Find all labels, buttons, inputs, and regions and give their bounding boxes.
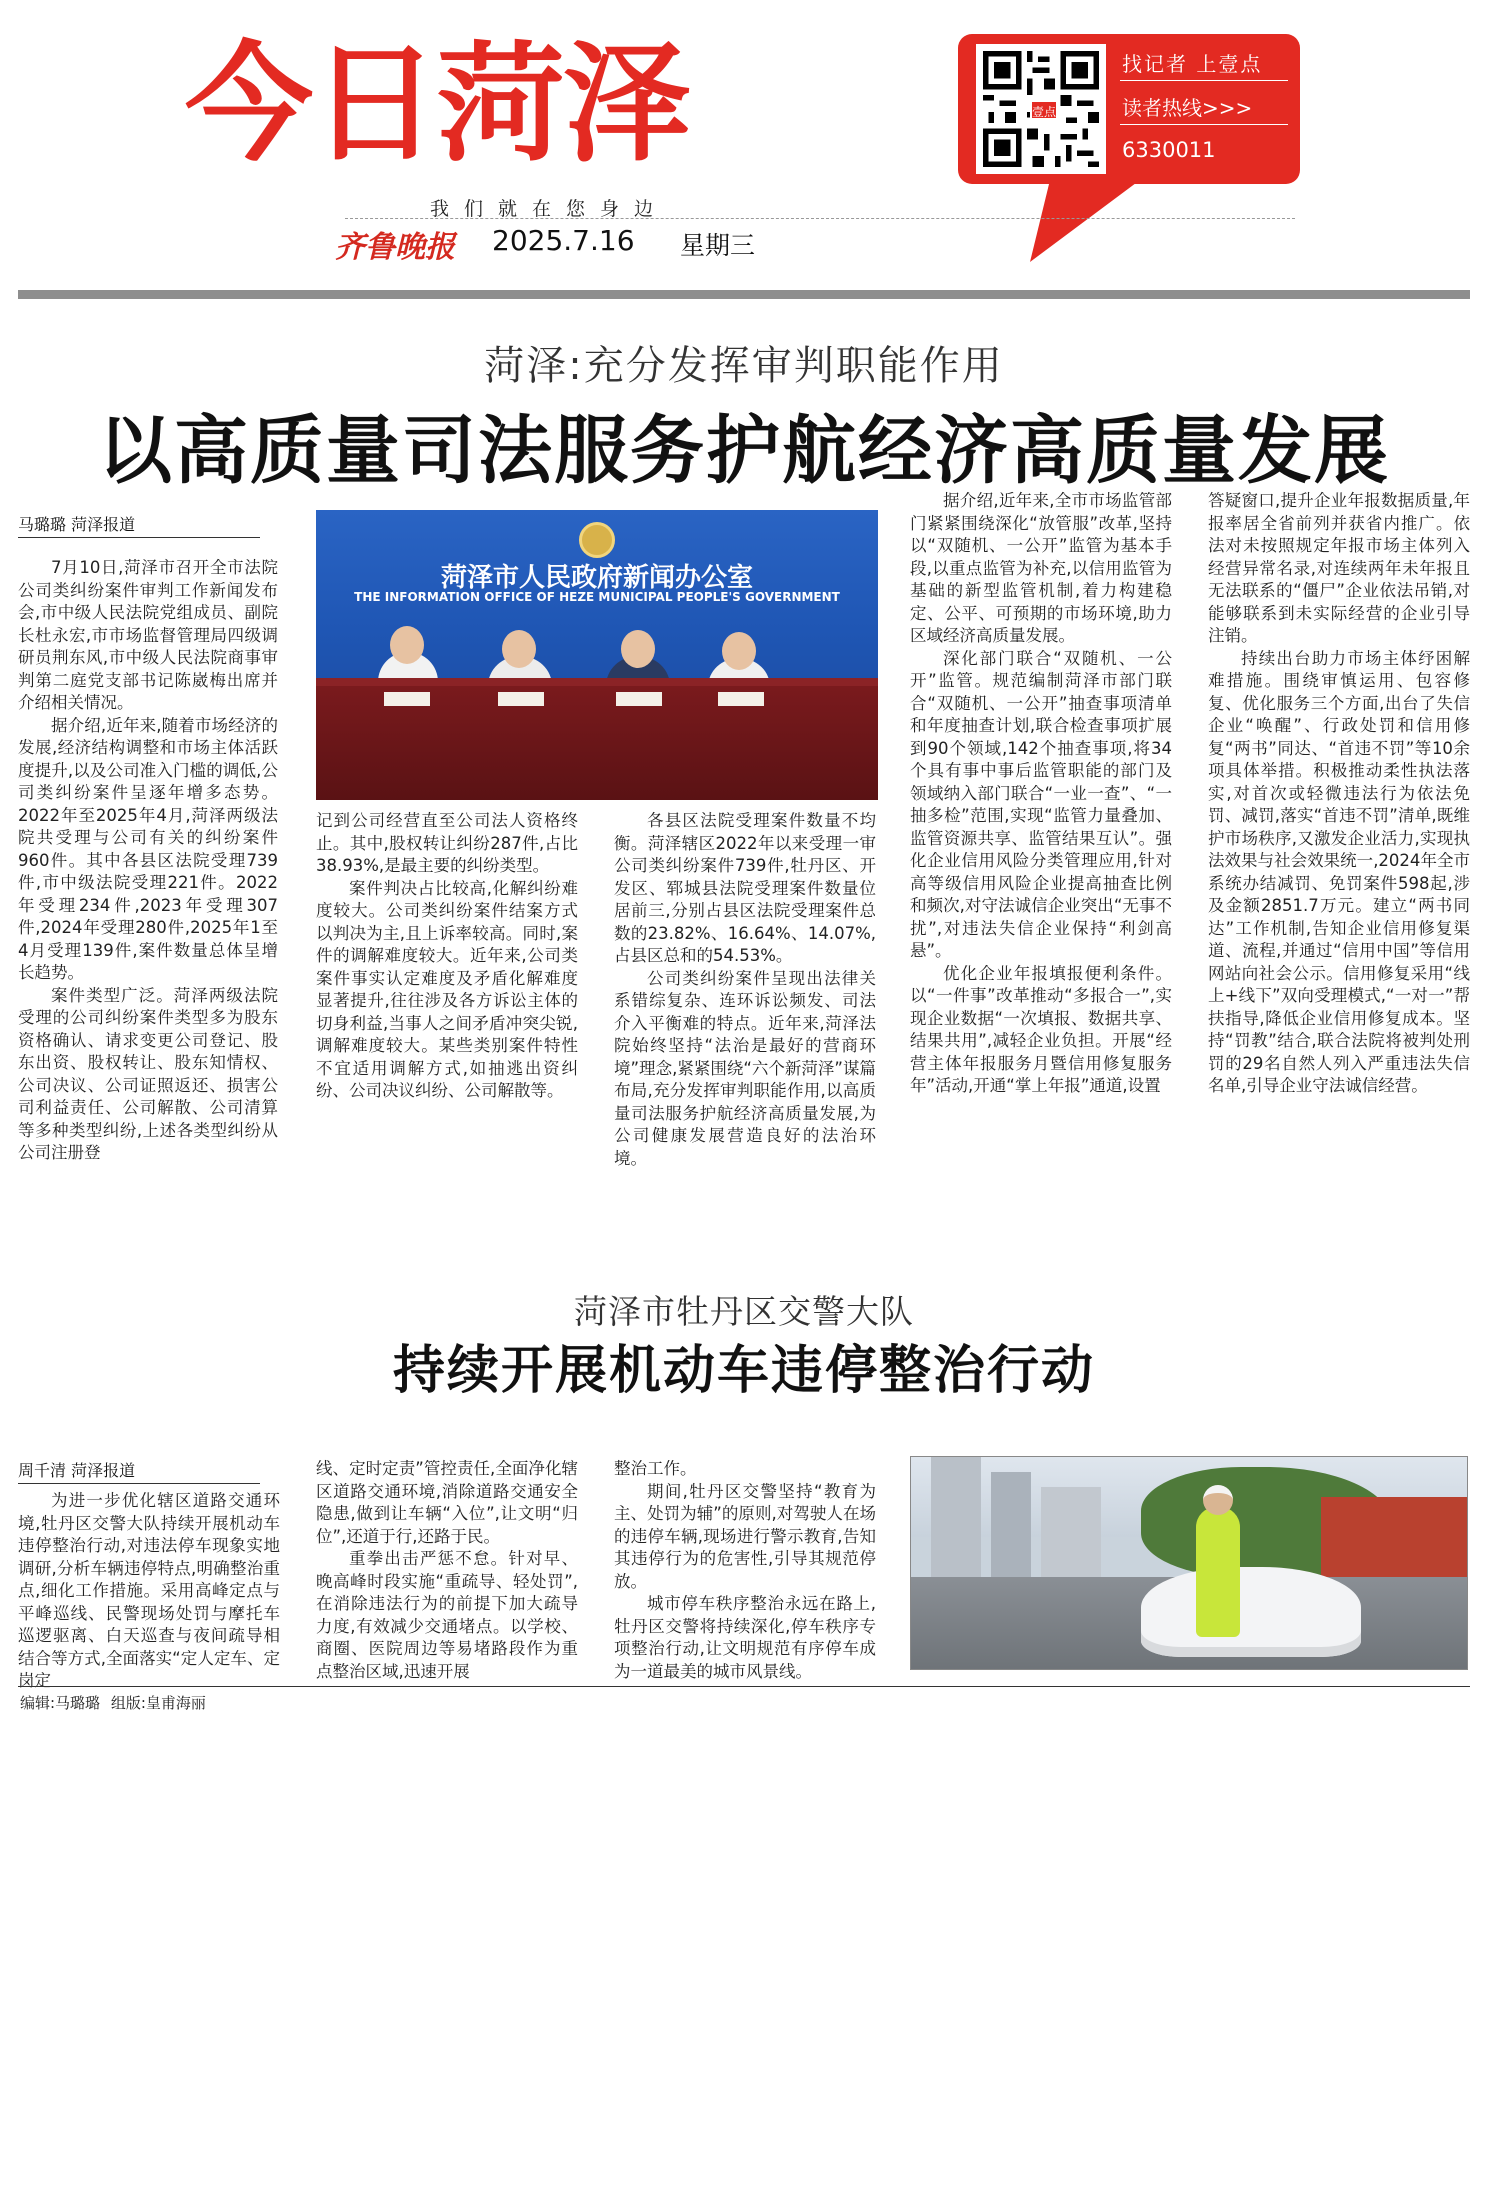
masthead-slogan: 我们就在您身边 — [430, 198, 669, 220]
paragraph: 据介绍,近年来,随着市场经济的发展,经济结构调整和市场主体活跃度提升,以及公司准入门槛的调低,公司类纠纷案件呈逐年增多态势。2022年至2025年4月,菏泽两级法院共受理与公司有关的纠纷案件960件。其中各县区法院受理739件,市中级法院受理221件。2022年受理234件,2023年受理307件,2024年受理280件,2025年1至4月受理139件,案件数量总体呈增长趋势。 — [18, 715, 278, 982]
paragraph: 优化企业年报填报便利条件。以“一件事”改革推动“多报合一”,实现企业数据“一次填报、数据共享、结果共用”,减轻企业负担。开展“经营主体年报服务月暨信用修复服务年”活动,开通“掌上年报”通道,设置 — [910, 963, 1172, 1095]
hotline-label: 读者热线>>> — [1122, 96, 1253, 120]
nameplate — [384, 692, 430, 706]
emblem-icon — [579, 522, 615, 558]
paragraph: 公司类纠纷案件呈现出法律关系错综复杂、连环诉讼频发、司法介入平衡难的特点。近年来,菏泽法院始终坚持“法治是最好的营商环境”理念,紧紧围绕“六个新菏泽”谋篇布局,充分发挥审判职能作用,以高质量司法服务护航经济高质量发展,为公司健康发展营造良好的法治环境。 — [614, 968, 876, 1168]
article1-column-1 — [18, 557, 278, 1165]
article1-column-3 — [614, 810, 876, 1170]
speaker-head — [722, 632, 756, 670]
article1-column-4 — [910, 490, 1172, 1098]
hotline-divider — [1120, 124, 1288, 125]
nameplate — [498, 692, 544, 706]
paragraph: 深化部门联合“双随机、一公开”监管。规范编制菏泽市部门联合“双随机、一公开”抽查事项清单和年度抽查计划,联合检查事项扩展到90个领域,142个抽查事项,将34个具有事中事后监管职能的部门及领域纳入部门联合“一业一查”、“一抽多检”范围,实现“监管力量叠加、监管资源共享、监管结果互认”。强化企业信用风险分类管理应用,针对高等级信用风险企业提高抽查比例和频次,对守法诚信企业突出“无事不扰”,对违法失信企业保持“利剑高悬”。 — [910, 648, 1172, 960]
press-conference-photo — [316, 510, 878, 800]
article2-column-1 — [18, 1490, 280, 1693]
hotline-divider — [1120, 80, 1288, 81]
issue-date: 2025.7.16 — [492, 224, 635, 257]
article1-subtitle: 菏泽:充分发挥审判职能作用 — [484, 343, 1004, 389]
paragraph: 案件判决占比较高,化解纠纷难度较大。公司类纠纷案件结案方式以判决为主,且上诉率较高。同时,案件的调解难度较大。近年来,公司类案件事实认定难度及矛盾化解难度显著提升,往往涉及各方诉讼主体的切身利益,当事人之间矛盾冲突尖锐,调解难度较大。某些类别案件特性不宜适用调解方式,如抽逃出资纠纷、公司决议纠纷、公司解散等。 — [316, 878, 578, 1100]
article2-subtitle: 菏泽市牡丹区交警大队 — [574, 1292, 914, 1331]
article2-column-2 — [316, 1458, 578, 1683]
masthead-bar — [18, 290, 1470, 299]
paragraph: 期间,牡丹区交警坚持“教育为主、处罚为辅”的原则,对驾驶人在场的违停车辆,现场进行警示教育,告知其违停行为的危害性,引导其规范停放。 — [614, 1481, 876, 1591]
paragraph: 据介绍,近年来,全市市场监管部门紧紧围绕深化“放管服”改革,坚持以“双随机、一公开”监管为基本手段,以重点监管为补充,以信用监管为基础的新型监管机制,着力构建稳定、公平、可预期的市场环境,助力区域经济高质量发展。 — [910, 491, 1172, 645]
traffic-police-photo — [910, 1456, 1468, 1670]
speaker-head — [502, 630, 536, 668]
paragraph: 答疑窗口,提升企业年报数据质量,年报率居全省前列并获省内推广。依法对未按照规定年报市场主体列入经营异常名录,对连续两年未年报且无法联系的“僵尸”企业依法吊销,对能够联系到未实际经营的企业引导注销。 — [1208, 491, 1470, 645]
footer-rule — [18, 1686, 1470, 1687]
slogan-rule — [345, 218, 1295, 219]
article2-column-3 — [614, 1458, 876, 1683]
paragraph: 记到公司经营直至公司法人资格终止。其中,股权转让纠纷287件,占比38.93%,是最主要的纠纷类型。 — [316, 811, 578, 875]
issue-weekday: 星期三 — [680, 231, 756, 260]
paper-logo: 齐鲁晚报 — [335, 230, 455, 265]
hotline-find-reporter: 找记者 上壹点 — [1122, 52, 1263, 76]
paragraph: 整治工作。 — [614, 1459, 697, 1478]
building — [991, 1472, 1031, 1577]
traffic-officer — [1196, 1507, 1240, 1637]
footer-credits: 编辑:马璐璐 组版:皇甫海丽 — [20, 1694, 206, 1712]
masthead-title: 今日菏泽 — [185, 30, 690, 179]
paragraph: 各县区法院受理案件数量不均衡。菏泽辖区2022年以来受理一审公司类纠纷案件739件,牡丹区、开发区、郓城县法院受理案件数量位居前三,分别占县区法院受理案件总数的23.82%、16.64%、14.07%,占县区总和的54.53%。 — [614, 811, 876, 965]
storefront — [1321, 1497, 1468, 1587]
building — [931, 1457, 981, 1577]
speaker-head — [390, 626, 424, 664]
article2-title: 持续开展机动车违停整治行动 — [392, 1340, 1095, 1401]
paragraph: 持续出台助力市场主体纾困解难措施。围绕审慎运用、包容修复、优化服务三个方面,出台了失信企业“唤醒”、行政处罚和信用修复“两书”同达、“首违不罚”等10余项具体举措。积极推动柔性执法落实,对首次或轻微违法行为依法免罚、减罚,落实“首违不罚”清单,既维护市场秩序,又激发企业活力,实现执法效果与社会效果统一,2024年全市系统办结减罚、免罚案件598起,涉及金额2851.7万元。建立“两书同达”工作机制,告知企业信用修复渠道、流程,并通过“信用中国”等信用网站向社会公示。信用修复采用“线上+线下”双向受理模式,“一对一”帮扶指导,降低企业信用修复成本。坚持“罚教”结合,联合法院将被判处刑罚的29名自然人列入严重违法失信名单,引导企业守法诚信经营。 — [1208, 648, 1470, 1095]
nameplate — [616, 692, 662, 706]
article2-byline: 周千清 菏泽报道 — [18, 1458, 260, 1484]
officer-head — [1203, 1485, 1233, 1515]
speaker-head — [621, 630, 655, 668]
building — [1041, 1487, 1101, 1577]
white-car — [1141, 1567, 1361, 1657]
article1-column-2 — [316, 810, 578, 1103]
paragraph: 7月10日,菏泽市召开全市法院公司类纠纷案件审判工作新闻发布会,市中级人民法院党组成员、副院长杜永宏,市市场监督管理局四级调研员荆东风,市中级人民法院商事审判第二庭党支部书记陈崴梅出席并介绍相关情况。 — [18, 558, 278, 712]
paragraph: 城市停车秩序整治永远在路上,牡丹区交警将持续深化,停车秩序专项整治行动,让文明规范有序停车成为一道最美的城市风景线。 — [614, 1594, 876, 1681]
nameplate — [718, 692, 764, 706]
paragraph: 重拳出击严惩不怠。针对早、晚高峰时段实施“重疏导、轻处罚”,在消除违法行为的前提下加大疏导力度,有效减少交通堵点。以学校、商圈、医院周边等易堵路段作为重点整治区域,迅速开展 — [316, 1549, 578, 1681]
backdrop-title-en: THE INFORMATION OFFICE OF HEZE MUNICIPAL PEOPLE'S GOVERNMENT — [354, 590, 840, 604]
hotline-number: 6330011 — [1122, 138, 1216, 162]
qr-badge: 壹点 — [1030, 100, 1058, 120]
paragraph: 线、定时定责”管控责任,全面净化辖区道路交通环境,消除道路交通安全隐患,做到让车辆“入位”,让文明“归位”,还道于行,还路于民。 — [316, 1459, 578, 1546]
backdrop-title: 菏泽市人民政府新闻办公室 — [440, 563, 753, 593]
paragraph: 为进一步优化辖区道路交通环境,牡丹区交警大队持续开展机动车违停整治行动,对违法停车现象实地调研,分析车辆违停特点,明确整治重点,细化工作措施。采用高峰定点与平峰巡线、民警现场处罚与摩托车巡逻驱离、白天巡查与夜间疏导相结合等方式,全面落实“定人定车、定岗定 — [18, 1491, 280, 1690]
article1-title: 以高质量司法服务护航经济高质量发展 — [98, 408, 1390, 494]
paragraph: 案件类型广泛。菏泽两级法院受理的公司纠纷案件类型多为股东资格确认、请求变更公司登记、股东出资、股权转让、股东知情权、公司决议、公司证照返还、损害公司利益责任、公司解散、公司清算等多种类型纠纷,上述各类型纠纷从公司注册登 — [18, 985, 278, 1162]
article1-column-5 — [1208, 490, 1470, 1098]
article1-byline: 马璐璐 菏泽报道 — [18, 512, 260, 538]
